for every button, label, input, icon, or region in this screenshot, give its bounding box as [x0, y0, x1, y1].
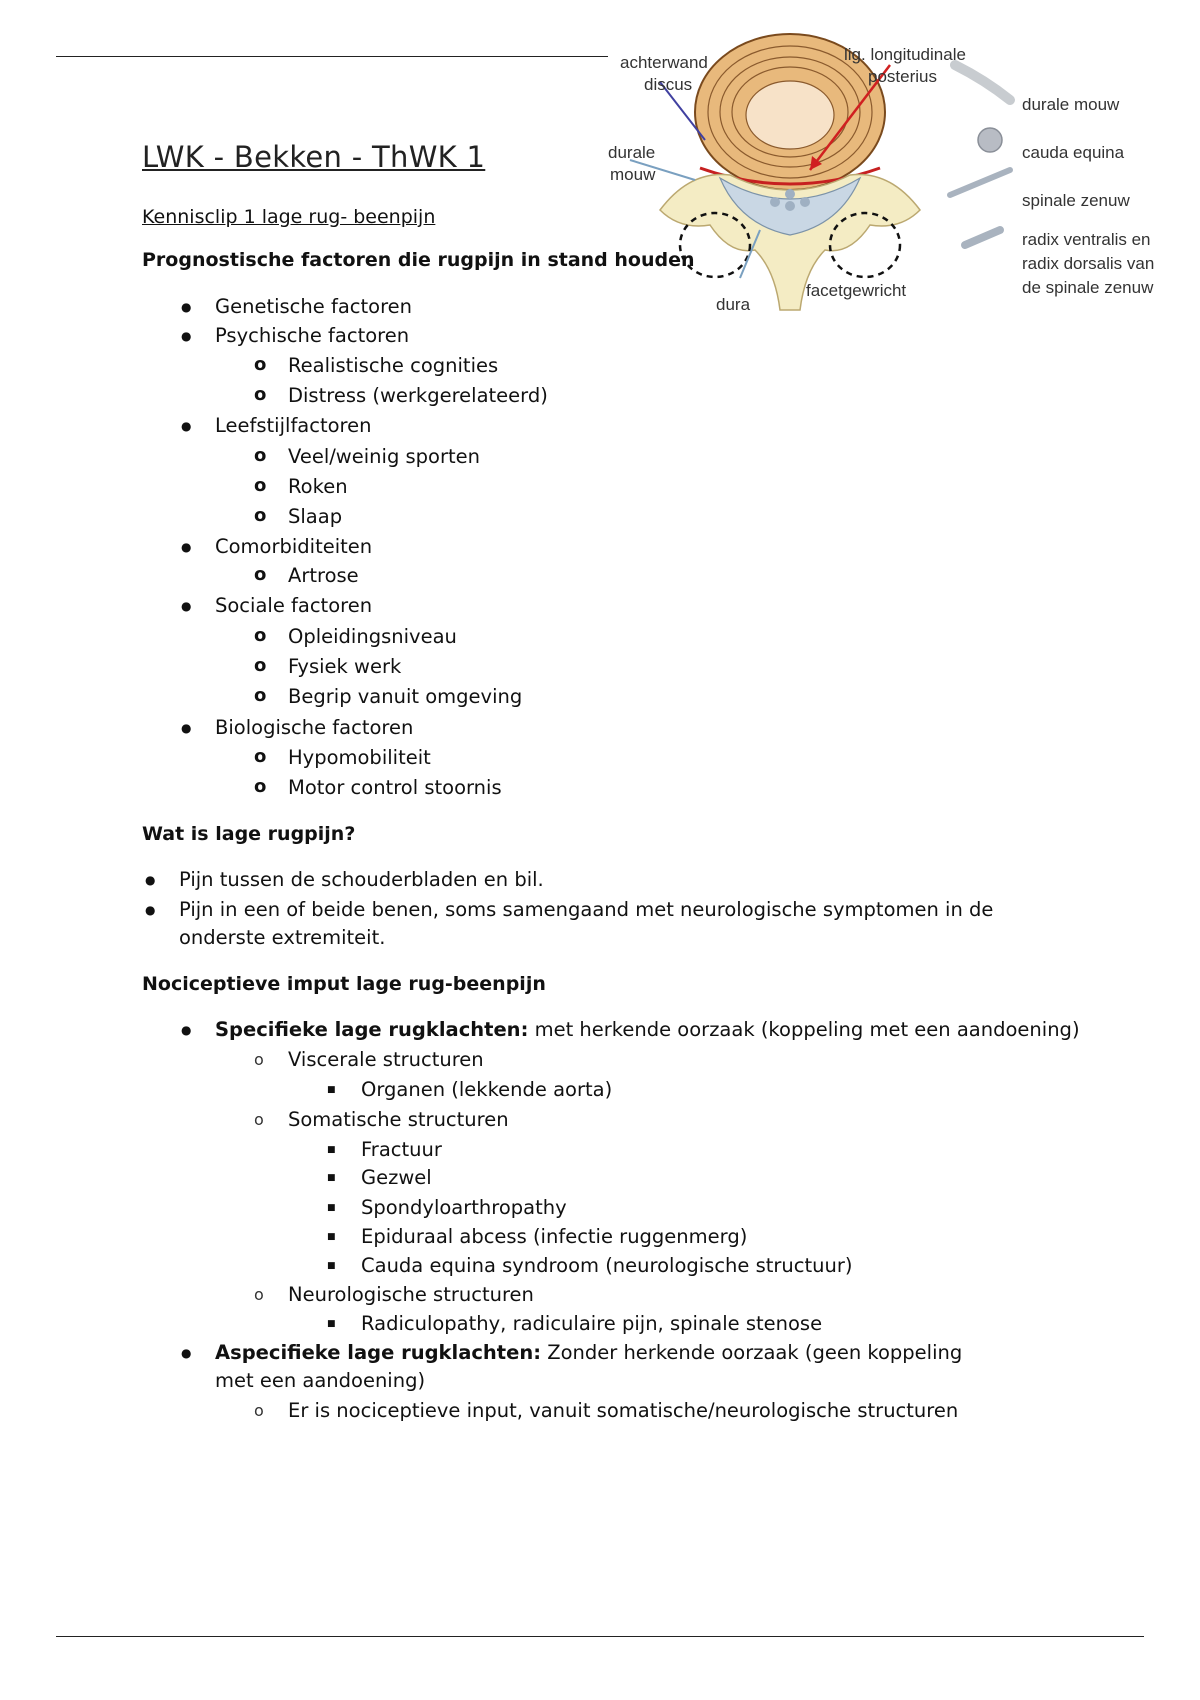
- legend-durale-mouw: durale mouw: [1022, 95, 1120, 114]
- list-item: o Veel/weinig sporten: [288, 443, 480, 471]
- specifiek-label: Specifieke lage rugklachten:: [215, 1018, 529, 1041]
- list-item: o Realistische cognities: [288, 352, 498, 380]
- list-item: o Motor control stoornis: [288, 774, 502, 802]
- legend-radix-line1: radix ventralis en: [1022, 230, 1151, 249]
- list-item: o Distress (werkgerelateerd): [288, 382, 548, 410]
- list-item: o Opleidingsniveau: [288, 623, 457, 651]
- label-discus: discus: [644, 75, 693, 94]
- list-item: ■ Organen (lekkende aorta): [361, 1076, 612, 1104]
- list-item: o Artrose: [288, 562, 359, 590]
- list-item: ■ Fractuur: [361, 1136, 442, 1164]
- list-item: o Slaap: [288, 503, 342, 531]
- list-item: o Neurologische structuren: [288, 1281, 534, 1309]
- label-posterius: posterius: [868, 67, 937, 86]
- legend-radix-line3: de spinale zenuw: [1022, 278, 1154, 297]
- heading-wat-is-lage-rugpijn: Wat is lage rugpijn?: [142, 823, 356, 845]
- subtitle-kennisclip: Kennisclip 1 lage rug- beenpijn: [142, 206, 436, 228]
- list-item: ● Biologische factoren: [215, 714, 413, 742]
- page-title: LWK - Bekken - ThWK 1: [142, 140, 486, 174]
- label-facetgewricht: facetgewricht: [806, 281, 907, 300]
- list-item: o Somatische structuren: [288, 1106, 509, 1134]
- aspecifiek-text: Zonder herkende oorzaak (geen koppeling met een aandoening): [215, 1341, 963, 1392]
- list-item-specifiek: [215, 1016, 1080, 1044]
- label-mouw: mouw: [610, 165, 656, 184]
- spine-anatomy-figure: [600, 20, 1200, 330]
- label-dura: dura: [716, 295, 751, 314]
- list-item: o Begrip vanuit omgeving: [288, 683, 522, 711]
- label-durale: durale: [608, 143, 656, 162]
- list-item: ● Genetische factoren: [215, 293, 412, 321]
- list-item: ● Pijn tussen de schouderbladen en bil.: [179, 866, 544, 894]
- specifiek-text: met herkende oorzaak (koppeling met een aandoening): [528, 1018, 1080, 1041]
- label-achterwand: achterwand: [620, 53, 708, 72]
- list-item: ■ Cauda equina syndroom (neurologische structuur): [361, 1252, 853, 1280]
- list-item: ■ Gezwel: [361, 1164, 432, 1192]
- legend-spinale-zenuw: spinale zenuw: [1022, 191, 1130, 210]
- heading-prognostische-factoren: Prognostische factoren die rugpijn in stand houden: [142, 249, 695, 271]
- top-rule: [56, 56, 608, 57]
- list-item: ■ Epiduraal abcess (infectie ruggenmerg): [361, 1223, 747, 1251]
- heading-nociceptieve-imput: Nociceptieve imput lage rug-beenpijn: [142, 973, 546, 995]
- list-item: o Roken: [288, 473, 348, 501]
- legend-radix-line2: radix dorsalis van: [1022, 254, 1155, 273]
- legend-cauda-equina: cauda equina: [1022, 143, 1125, 162]
- list-item: o Viscerale structuren: [288, 1046, 484, 1074]
- label-lig-longitudinale: lig. longitudinale: [844, 45, 966, 64]
- list-item: o Hypomobiliteit: [288, 744, 431, 772]
- list-item: ■ Spondyloarthropathy: [361, 1194, 567, 1222]
- list-item: ● Sociale factoren: [215, 592, 372, 620]
- list-item: ● Psychische factoren: [215, 322, 409, 350]
- list-item: ● Pijn in een of beide benen, soms samengaand met neurologische symptomen in de onderste extremiteit.: [179, 896, 1079, 952]
- list-item: o Er is nociceptieve input, vanuit somatische/neurologische structuren: [288, 1397, 958, 1425]
- aspecifiek-label: Aspecifieke lage rugklachten:: [215, 1341, 542, 1364]
- list-item: o Fysiek werk: [288, 653, 401, 681]
- list-item-aspecifiek: [215, 1339, 975, 1395]
- list-item: ● Comorbiditeiten: [215, 533, 372, 561]
- list-item: ■ Radiculopathy, radiculaire pijn, spinale stenose: [361, 1310, 822, 1338]
- bottom-rule: [56, 1636, 1144, 1637]
- list-item: ● Leefstijlfactoren: [215, 412, 372, 440]
- spine-anatomy-svg: [600, 20, 1200, 330]
